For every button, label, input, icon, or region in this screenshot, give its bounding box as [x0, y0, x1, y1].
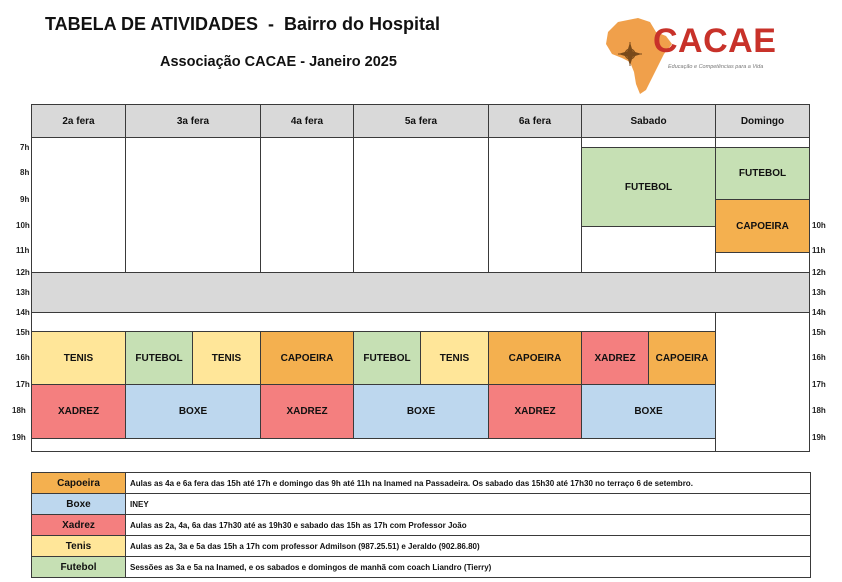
day-header-sex: 6a fera	[488, 104, 582, 138]
legend-description: Aulas as 2a, 3a e 5a das 15h a 17h com professor Admilson (987.25.51) e Jeraldo (902.86.80)	[125, 535, 811, 557]
hour-label-right: 11h	[812, 246, 826, 255]
day-header-qua: 4a fera	[260, 104, 354, 138]
afternoon-empty-dom	[715, 312, 810, 452]
logo-text: CACAE	[653, 22, 777, 60]
slot-dom-futebol: FUTEBOL	[715, 147, 810, 200]
hour-label: 13h	[16, 288, 30, 297]
legend-row-xadrez	[31, 514, 811, 536]
legend-description: Aulas as 4a e 6a fera das 15h até 17h e domingo das 9h até 11h na Inamed na Passadeira. Os sabado das 15h30 até 17h30 no terraço 6 de setembro.	[125, 472, 811, 494]
legend-label: Boxe	[31, 493, 126, 515]
logo-tagline: Educação e Competências para a Vida	[668, 64, 764, 70]
slot-ter-futebol: FUTEBOL	[125, 331, 193, 385]
afternoon-gap	[31, 312, 716, 332]
lunch-break-band	[31, 272, 810, 313]
legend-description: Aulas as 2a, 4a, 6a das 17h30 até as 19h30 e sabado das 15h as 17h com Professor João	[125, 514, 811, 536]
slot-seg-tenis: TENIS	[31, 331, 126, 385]
slot-sex-xadrez: XADREZ	[488, 384, 582, 439]
hour-label: 10h	[16, 221, 30, 230]
day-header-qui: 5a fera	[353, 104, 489, 138]
hour-label: 12h	[16, 268, 30, 277]
hour-label-right: 16h	[812, 353, 826, 362]
hour-label-right: 18h	[812, 406, 826, 415]
hour-label: 15h	[16, 328, 30, 337]
slot-qui-futebol: FUTEBOL	[353, 331, 421, 385]
hour-label-right: 13h	[812, 288, 826, 297]
hour-label: 11h	[16, 246, 30, 255]
hour-label: 8h	[20, 168, 30, 177]
slot-qui-boxe: BOXE	[353, 384, 489, 439]
hour-label: 9h	[20, 195, 30, 204]
slot-sab-xadrez: XADREZ	[581, 331, 649, 385]
legend-row-tenis	[31, 535, 811, 557]
slot-sex-capoeira: CAPOEIRA	[488, 331, 582, 385]
hour-label-right: 12h	[812, 268, 826, 277]
legend-row-boxe	[31, 493, 811, 515]
slot-qui-tenis: TENIS	[420, 331, 489, 385]
slot-ter-tenis: TENIS	[192, 331, 261, 385]
morning-empty-dom-bottom	[715, 252, 810, 273]
hour-label: 16h	[16, 353, 30, 362]
page-title: TABELA DE ATIVIDADES - Bairro do Hospital	[45, 14, 441, 34]
hour-label: 7h	[20, 143, 30, 152]
morning-empty-qui	[353, 137, 489, 273]
legend-row-futebol	[31, 556, 811, 578]
slot-ter-boxe: BOXE	[125, 384, 261, 439]
legend-label: Futebol	[31, 556, 126, 578]
slot-sab-boxe: BOXE	[581, 384, 716, 439]
morning-empty-ter	[125, 137, 261, 273]
morning-empty-sab-bottom	[581, 226, 716, 273]
hour-label-right: 17h	[812, 380, 826, 389]
hour-label: 17h	[16, 380, 30, 389]
morning-empty-seg	[31, 137, 126, 273]
hour-label: 18h	[12, 406, 26, 415]
slot-qua-xadrez: XADREZ	[260, 384, 354, 439]
legend-label: Capoeira	[31, 472, 126, 494]
day-header-dom: Domingo	[715, 104, 810, 138]
hour-label-right: 14h	[812, 308, 826, 317]
legend-description: INEY	[125, 493, 811, 515]
slot-sab-futebol: FUTEBOL	[581, 147, 716, 227]
bottom-strip	[31, 438, 716, 452]
hour-label-right: 15h	[812, 328, 826, 337]
legend-row-capoeira	[31, 472, 811, 494]
legend-label: Xadrez	[31, 514, 126, 536]
hour-label-right: 19h	[812, 433, 826, 442]
page-subtitle: Associação CACAE - Janeiro 2025	[160, 54, 397, 70]
day-header-seg: 2a fera	[31, 104, 126, 138]
legend-label: Tenis	[31, 535, 126, 557]
legend-description: Sessões as 3a e 5a na Inamed, e os sabados e domingos de manhã com coach Liandro (Tierry)	[125, 556, 811, 578]
slot-seg-xadrez: XADREZ	[31, 384, 126, 439]
hour-label: 19h	[12, 433, 26, 442]
hour-label-right: 10h	[812, 221, 826, 230]
day-header-ter: 3a fera	[125, 104, 261, 138]
slot-qua-capoeira: CAPOEIRA	[260, 331, 354, 385]
slot-dom-capoeira: CAPOEIRA	[715, 199, 810, 253]
day-header-sab: Sabado	[581, 104, 716, 138]
morning-empty-qua	[260, 137, 354, 273]
slot-sab-capoeira: CAPOEIRA	[648, 331, 716, 385]
hour-label: 14h	[16, 308, 30, 317]
morning-empty-sex	[488, 137, 582, 273]
